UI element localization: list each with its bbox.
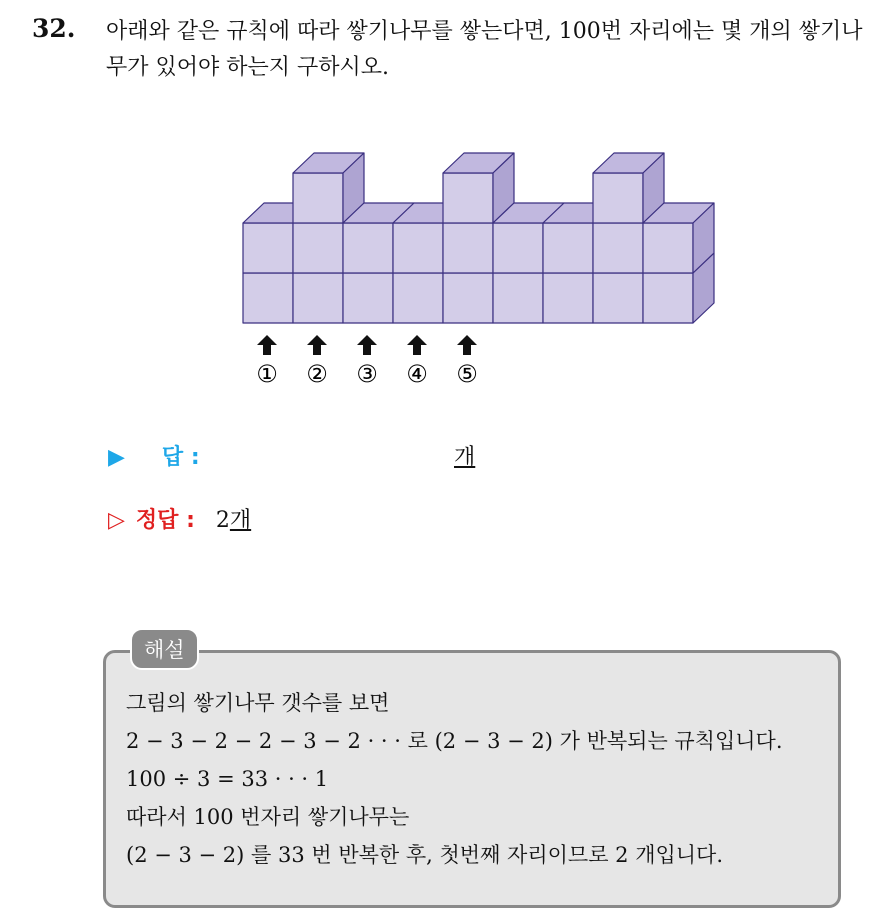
question-text: 아래와 같은 규칙에 따라 쌓기나무를 쌓는다면, 100번 자리에는 몇 개의 쌓기나무가 있어야 하는지 구하시오. bbox=[106, 19, 863, 80]
position-label: ④ bbox=[406, 360, 428, 388]
cube-front bbox=[393, 273, 443, 323]
cube-front bbox=[293, 223, 343, 273]
cube-front bbox=[593, 173, 643, 223]
explanation-line: 100 ÷ 3 = 33 · · · 1 bbox=[126, 767, 329, 791]
up-arrow-icon bbox=[457, 335, 477, 355]
up-arrow-icon bbox=[257, 335, 277, 355]
cube-front bbox=[543, 273, 593, 323]
answer-row bbox=[108, 440, 476, 471]
up-arrow-icon bbox=[307, 335, 327, 355]
answer-triangle-icon: ▶ bbox=[108, 445, 125, 470]
explanation-line: 그림의 쌓기나무 갯수를 보면 bbox=[126, 691, 390, 715]
cube-front bbox=[243, 223, 293, 273]
cube-front bbox=[643, 273, 693, 323]
answer-label: 답 : bbox=[161, 445, 200, 470]
position-label: ③ bbox=[356, 360, 378, 388]
cube-front bbox=[393, 223, 443, 273]
cube-front bbox=[593, 273, 643, 323]
cube-front bbox=[493, 223, 543, 273]
cube-front bbox=[343, 273, 393, 323]
cube-front bbox=[243, 273, 293, 323]
position-label: ② bbox=[306, 360, 328, 388]
cube-front bbox=[343, 223, 393, 273]
position-label: ① bbox=[256, 360, 278, 388]
correct-answer-value: 2개 bbox=[215, 508, 252, 533]
cube-front bbox=[293, 273, 343, 323]
question-number: 32. bbox=[32, 14, 76, 43]
explanation-line: 따라서 100 번자리 쌓기나무는 bbox=[126, 805, 410, 829]
up-arrow-icon bbox=[357, 335, 377, 355]
position-label: ⑤ bbox=[456, 360, 478, 388]
cube-front bbox=[293, 173, 343, 223]
correct-answer-label: 정답 : bbox=[135, 508, 195, 533]
cube-front bbox=[493, 273, 543, 323]
cube-front bbox=[643, 223, 693, 273]
answer-unit: 개 bbox=[454, 445, 476, 470]
cube-front bbox=[443, 173, 493, 223]
block-stack-figure bbox=[230, 140, 730, 400]
explanation-line: (2 − 3 − 2) 를 33 번 반복한 후, 첫번째 자리이므로 2 개입니다. bbox=[126, 843, 724, 867]
cube-front bbox=[443, 223, 493, 273]
correct-answer-row bbox=[108, 503, 251, 534]
explanation-tab: 해설 bbox=[130, 628, 199, 670]
up-arrow-icon bbox=[407, 335, 427, 355]
explanation-text bbox=[126, 684, 783, 874]
explanation-line: 2 − 3 − 2 − 2 − 3 − 2 · · · 로 (2 − 3 − 2) 가 반복되는 규칙입니다. bbox=[126, 729, 783, 753]
cube-front bbox=[593, 223, 643, 273]
cube-front bbox=[443, 273, 493, 323]
correct-answer-triangle-icon: ▷ bbox=[108, 508, 125, 533]
cube-front bbox=[543, 223, 593, 273]
